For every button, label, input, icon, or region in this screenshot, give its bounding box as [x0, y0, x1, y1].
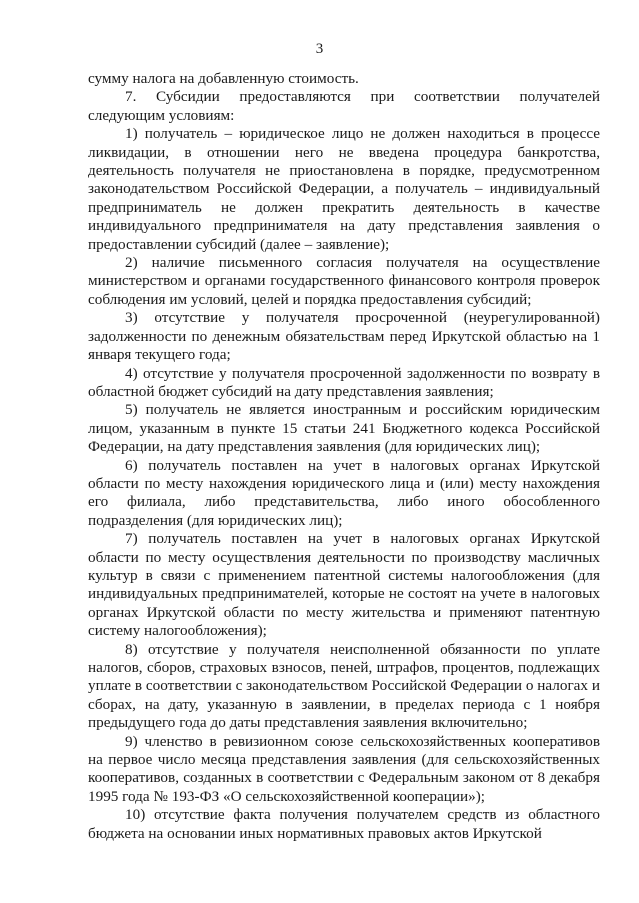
- paragraph-condition-10: 10) отсутствие факта получения получателем средств из областного бюджета на основании иных нормативных правовых актов Иркутской: [88, 806, 600, 842]
- paragraph-condition-6: 6) получатель поставлен на учет в налоговых органах Иркутской области по месту нахождения юридического лица и (или) месту нахождения его филиала, либо представительства, либо иного обособленного подразделения (для юридических лиц);: [88, 456, 600, 529]
- paragraph-condition-8: 8) отсутствие у получателя неисполненной обязанности по уплате налогов, сборов, страховых взносов, пеней, штрафов, процентов, подлежащих уплате в соответствии с законодательством Российской Федерации о налогах и сборах, на дату, указанную в заявлении, в пределах периода с 1 ноября предыдущего года до даты представления заявления включительно;: [88, 640, 600, 732]
- paragraph-condition-7: 7) получатель поставлен на учет в налоговых органах Иркутской области по месту осуществления деятельности по производству масличных культур в связи с применением патентной системы налогообложения (для индивидуальных предпринимателей, которые не состоят на учете в налоговых органах Иркутской области по месту жительства и применяют патентную систему налогообложения);: [88, 530, 600, 640]
- paragraph-item-7: 7. Субсидии предоставляются при соответствии получателей следующим условиям:: [88, 88, 600, 124]
- page-number: 3: [315, 41, 324, 57]
- paragraph-condition-1: 1) получатель – юридическое лицо не должен находиться в процессе ликвидации, в отношении него не введена процедура банкротства, деятельность получателя не приостановлена в порядке, предусмотренном законодательством Российской Федерации, а получатель – индивидуальный предприниматель не должен прекратить деятельность в качестве индивидуального предпринимателя на дату представления заявления о предоставлении субсидий (далее – заявление);: [88, 125, 600, 253]
- document-body: [88, 70, 600, 843]
- paragraph-condition-9: 9) членство в ревизионном союзе сельскохозяйственных кооперативов на первое число месяца представления заявления (для сельскохозяйственных кооперативов, созданных в соответствии с Федеральным законом от 8 декабря 1995 года № 193-ФЗ «О сельскохозяйственной кооперации»);: [88, 732, 600, 805]
- paragraph-condition-5: 5) получатель не является иностранным и российским юридическим лицом, указанным в пункте 15 статьи 241 Бюджетного кодекса Российской Федерации, на дату представления заявления (для юридических лиц);: [88, 401, 600, 456]
- paragraph-condition-4: 4) отсутствие у получателя просроченной задолженности по возврату в областной бюджет субсидий на дату представления заявления;: [88, 364, 600, 400]
- paragraph-condition-2: 2) наличие письменного согласия получателя на осуществление министерством и органами государственного финансового контроля проверок соблюдения им условий, целей и порядка предоставления субсидий;: [88, 254, 600, 308]
- paragraph-continuation: сумму налога на добавленную стоимость.: [88, 70, 359, 87]
- paragraph-condition-3: 3) отсутствие у получателя просроченной (неурегулированной) задолженности по денежным обязательствам перед Иркутской областью на 1 января текущего года;: [88, 309, 600, 364]
